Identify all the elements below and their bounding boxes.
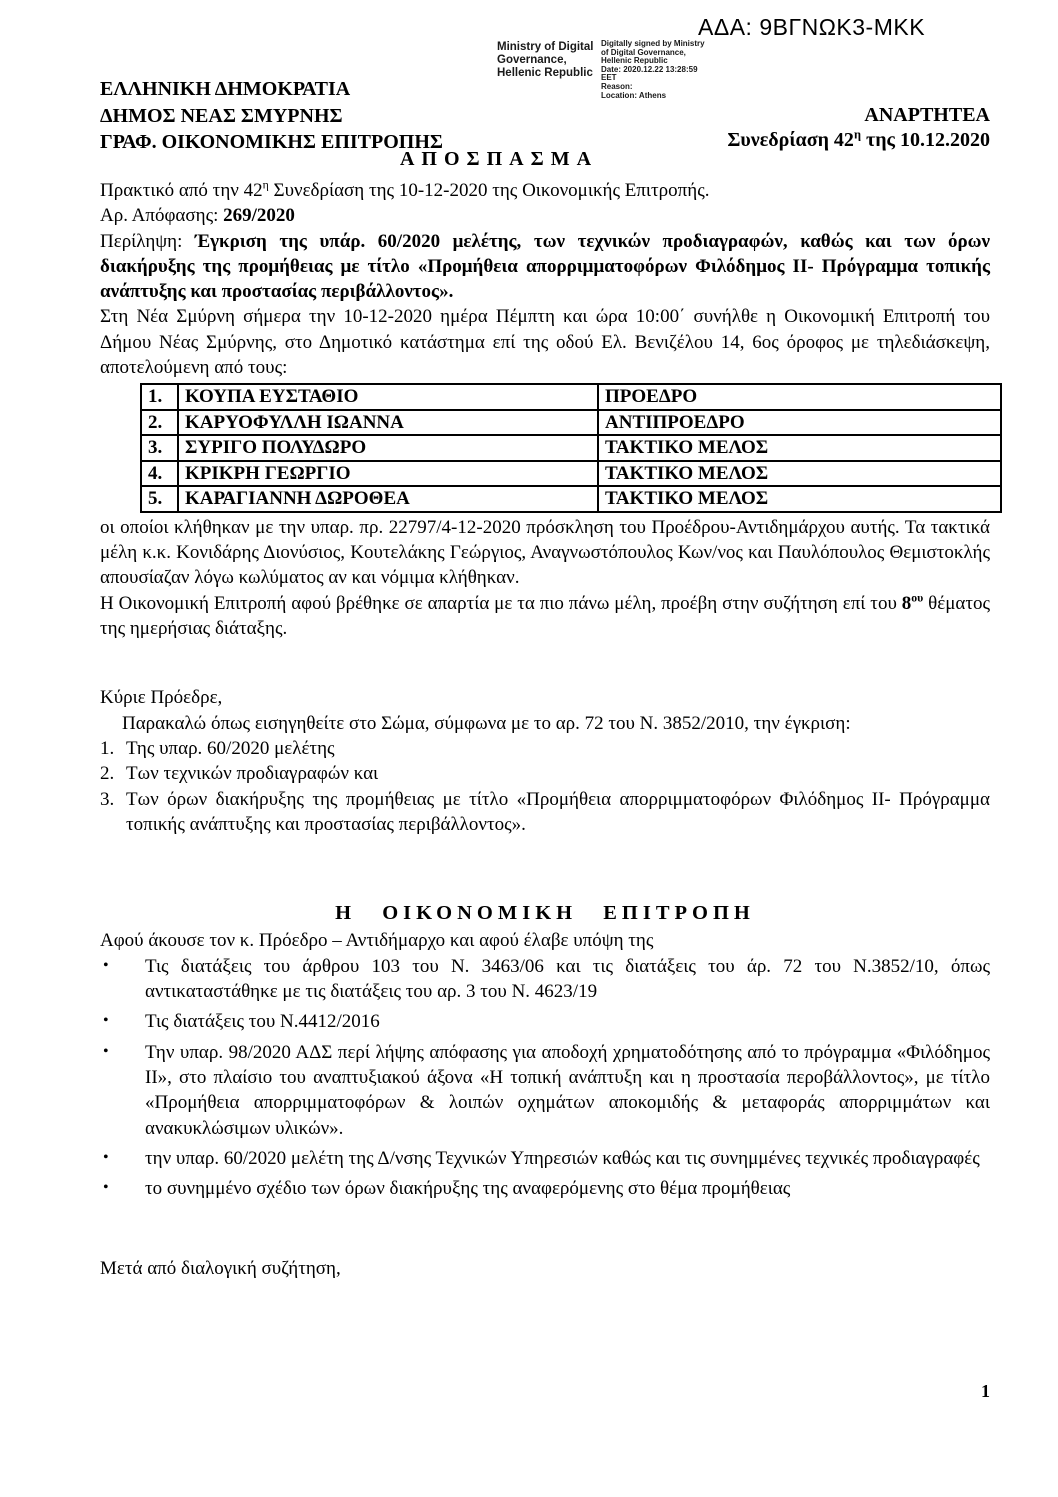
signer-line: Governance, [497,54,567,66]
member-number: 1. [141,384,178,410]
summary-text: Έγκριση της υπάρ. 60/2020 μελέτης, των τεχνικών προδιαγραφών, καθώς και των όρων διακήρυξης της προμήθειας με τίτλο «Προμήθεια απορριμματοφόρων Φιλόδημος ΙΙ- Πρόγραμμα τοπικής ανάπτυξης και προστασίας περιβάλλοντος». [100,230,990,303]
document-body [100,178,990,1282]
org-line-municipality: ΔΗΜΟΣ ΝΕΑΣ ΣΜΥΡΝΗΣ [100,104,343,127]
quorum-paragraph [100,591,990,642]
vertical-spacer [100,1206,990,1256]
agenda-item-ordinal-sup: ου [911,591,924,605]
table-row [141,384,1001,410]
signer-line: Hellenic Republic [497,67,593,79]
list-item [100,1176,990,1201]
list-item [100,1009,990,1034]
member-role: ΤΑΚΤΙΚΟ ΜΕΛΟΣ [598,461,1001,487]
member-number: 3. [141,435,178,461]
bullet-icon: • [103,956,109,974]
committee-members-table [140,383,1002,513]
org-line-office: ΓΡΑΦ. ΟΙΚΟΝΟΜΙΚΗΣ ΕΠΙΤΡΟΠΗΣ [100,131,443,153]
vertical-spacer [100,641,990,685]
session-prefix: Συνεδρίαση 42 [727,129,854,151]
list-item-text: Της υπαρ. 60/2020 μελέτης [126,737,335,759]
list-item-text: Την υπαρ. 98/2020 ΑΔΣ περί λήψης απόφασης για αποδοχή χρηματοδότησης από το πρόγραμμα «Φιλόδημος ΙΙ», στο πλαίσιο του αναπτυξιακού άξονα «Η τοπική ανάπτυξη και η προστασία περοβάλλοντος», με τίτλο «Προμήθεια απορριμματοφόρων & λοιπών οχημάτων αποκομιδής & μεταφοράς απορριμμάτων και ανακυκλώσιμων υλικών». [145,1041,990,1139]
address-line: Κύριε Πρόεδρε, [100,687,223,709]
signature-detail-line: EET [601,73,617,83]
list-item [100,736,990,761]
anartitea-label: ΑΝΑΡΤΗΤΕΑ [864,104,990,126]
signer-line: Ministry of Digital [497,41,594,53]
list-item-number: 2. [100,763,115,785]
intro-paragraph: Στη Νέα Σμύρνη σήμερα την 10-12-2020 ημέρα Πέμπτη και ώρα 10:00΄ συνήλθε η Οικονομική Επιτροπή του Δήμου Νέας Σμύρνης, στο Δημοτικό κατάστημα επί της οδού Ελ. Βενιζέλου 14, 6ος όροφος με τηλεδιάσκεψη, αποτελούμενη από τους: [100,306,990,379]
committee-heading: Η ΟΙΚΟΝΟΜΙΚΗ ΕΠΙΤΡΟΠΗ [335,902,755,925]
member-name: ΚΑΡΥΟΦΥΛΛΗ ΙΩΑΝΝΑ [178,410,598,436]
page-number: 1 [981,1381,990,1401]
digital-signature-details [601,40,741,100]
list-item-text: Τις διατάξεις του Ν.4412/2016 [145,1011,380,1033]
digital-signature-signer [497,41,601,80]
table-row [141,486,1001,512]
request-list [100,736,990,837]
list-item [100,1146,990,1171]
org-line-republic: ΕΛΛΗΝΙΚΗ ΔΗΜΟΚΡΑΤΙΑ [100,78,351,100]
member-role: ΑΝΤΙΠΡΟΕΔΡΟ [598,410,1001,436]
decision-number-line [100,203,990,228]
bullet-icon: • [103,1042,109,1060]
list-item-number: 3. [100,788,115,810]
bullet-icon: • [103,1179,109,1197]
member-name: ΚΡΙΚΡΗ ΓΕΩΡΓΙΟ [178,461,598,487]
closing-line: Μετά από διαλογική συζήτηση, [100,1258,341,1280]
bullet-icon: • [103,1012,109,1030]
list-item [100,761,990,786]
quorum-part2: θέματος της ημερήσιας διάταξης. [100,592,990,640]
list-item [100,1040,990,1141]
quorum-part1: Η Οικονομική Επιτροπή αφού βρέθηκε σε απαρτία με τα πιο πάνω μέλη, προέβη στην συζήτηση επί του [100,592,902,614]
list-item-text: Των τεχνικών προδιαγραφών και [126,763,379,785]
invitation-paragraph: οι οποίοι κλήθηκαν με την υπαρ. πρ. 22797/4-12-2020 πρόσκληση του Προέδρου-Αντιδημάρχου αυτής. Τα τακτικά μέλη κ.κ. Κονιδάρης Διονύσιος, Κουτελάκης Γεώργιος, Αναγνωστόπουλος Κων/νος και Παυλόπουλος Θεμιστοκλής απουσίαζαν λόγω κωλύματος αν και νόμιμα κλήθηκαν. [100,516,990,589]
table-row [141,461,1001,487]
list-item-text: Τις διατάξεις του άρθρου 103 του Ν. 3463/06 και τις διατάξεις του άρ. 72 του Ν.3852/10, όπως αντικαταστάθηκε με τις διατάξεις του αρ. 3 του Ν. 4623/19 [145,955,990,1003]
praktiko-line [100,178,990,203]
list-item-text: την υπαρ. 60/2020 μελέτη της Δ/νσης Τεχνικών Υπηρεσιών καθώς και τις συνημμένες τεχνικές προδιαγραφές [145,1147,980,1169]
praktiko-prefix: Πρακτικό από την 42 [100,180,263,201]
signature-detail-line: Date: 2020.12.22 13:28:59 [601,64,698,74]
summary-paragraph [100,229,990,305]
session-ordinal-sup: η [853,127,861,142]
member-number: 4. [141,461,178,487]
signature-detail-line: Hellenic Republic [601,56,668,66]
table-row [141,410,1001,436]
member-name: ΚΟΥΠΑ ΕΥΣΤΑΘΙΟ [178,384,598,410]
member-role: ΠΡΟΕΔΡΟ [598,384,1001,410]
member-name: ΚΑΡΑΓΙΑΝΝΗ ΔΩΡΟΘΕΑ [178,486,598,512]
ada-code: ΑΔΑ: 9ΒΓΝΩΚ3-ΜΚΚ [698,14,926,40]
list-item-text: Των όρων διακήρυξης της προμήθειας με τίτλο «Προμήθεια απορριμματοφόρων Φιλόδημος ΙΙ- Πρόγραμμα τοπικής ανάπτυξης και προστασίας περιβάλλοντος». [126,788,990,835]
praktiko-suffix: Συνεδρίαση της 10-12-2020 της Οικονομικής Επιτροπής. [268,180,710,201]
signature-detail-line: Digitally signed by Ministry [601,39,705,48]
session-suffix: της 10.12.2020 [860,129,990,151]
member-name: ΣΥΡΙΓΟ ΠΟΛΥΔΩΡΟ [178,435,598,461]
summary-label: Περίληψη: [100,230,195,252]
document-header [0,0,1058,172]
member-role: ΤΑΚΤΙΚΟ ΜΕΛΟΣ [598,486,1001,512]
list-item [100,954,990,1005]
table-row [141,435,1001,461]
member-number: 5. [141,486,178,512]
request-intro: Παρακαλώ όπως εισηγηθείτε στο Σώμα, σύμφωνα με το αρ. 72 του Ν. 3852/2010, την έγκριση: [122,712,851,734]
document-title: ΑΠΟΣΠΑΣΜΑ [399,148,599,170]
considered-list [100,954,990,1202]
member-role: ΤΑΚΤΙΚΟ ΜΕΛΟΣ [598,435,1001,461]
having-heard-line: Αφού άκουσε τον κ. Πρόεδρο – Αντιδήμαρχο και αφού έλαβε υπόψη της [100,930,654,952]
vertical-spacer [100,837,990,901]
signature-detail-line: of Digital Governance, [601,47,686,57]
list-item-number: 1. [100,737,115,759]
signature-detail-line: Reason: [601,81,633,91]
praktiko-ordinal-sup: η [262,178,269,192]
decision-number-value: 269/2020 [223,205,295,227]
member-number: 2. [141,410,178,436]
organization-block [100,76,443,156]
decision-number-label: Αρ. Απόφασης: [100,205,224,227]
bullet-icon: • [103,1148,109,1166]
agenda-item-number: 8 [901,592,912,614]
signature-detail-line: Location: Athens [601,90,667,100]
list-item-text: το συνημμένο σχέδιο των όρων διακήρυξης της αναφερόμενης στο θέμα προμήθειας [145,1178,791,1200]
list-item [100,787,990,838]
